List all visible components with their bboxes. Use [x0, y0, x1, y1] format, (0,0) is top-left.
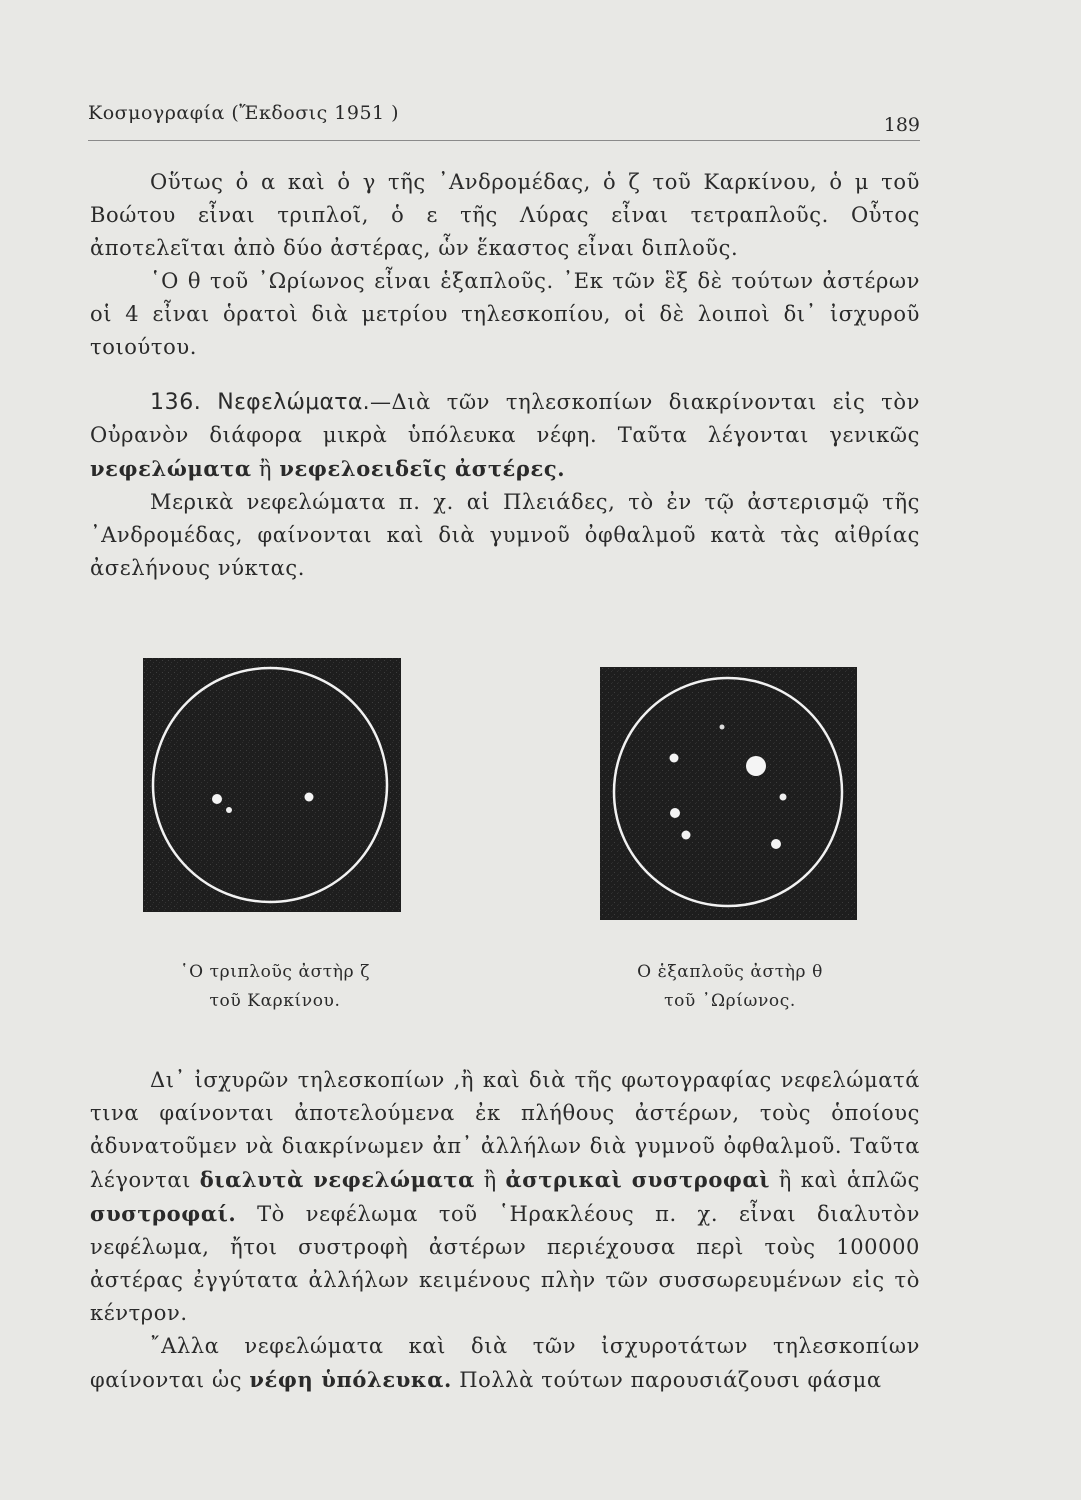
star-c — [305, 793, 314, 802]
star-b — [226, 807, 232, 813]
running-title: Κοσμογραφία (Ἔκδοσις 1951 ) — [88, 102, 400, 124]
paragraph-other-nebulae: ῎Αλλα νεφελώματα καὶ διὰ τῶν ἰσχυροτάτων τηλεσκοπίων φαίνονται ὡς νέφη ὑπόλευκα. Πολλὰ τούτων παρουσιάζουσι φάσμα — [90, 1334, 920, 1392]
term-nebulous-stars: νεφελοειδεῖς ἀστέρες. — [279, 456, 566, 481]
star-1 — [746, 756, 766, 776]
term-star-clusters: ἀστρικαὶ συστροφαὶ — [505, 1167, 771, 1192]
body-text-top — [90, 166, 920, 585]
page-number: 189 — [883, 114, 920, 136]
star-7 — [771, 839, 781, 849]
telescope-view-zeta — [143, 658, 401, 912]
term-whitish-clouds: νέφη ὑπόλευκα. — [249, 1367, 452, 1392]
section-text: —Διὰ τῶν τηλεσκοπίων διακρίνονται εἰς τὸν Οὐρανὸν διάφορα μικρὰ ὑπόλευκα νέφη. Ταῦτα λέγονται γενικῶς — [90, 390, 920, 447]
section-number: 136. — [150, 390, 202, 415]
paragraph-resolvable-nebulae: Δι᾿ ἰσχυρῶν τηλεσκοπίων ,ἢ καὶ διὰ τῆς φωτογραφίας νεφελώματά τινα φαίνονται ἀποτελούμενα ἐκ πλήθους ἀστέρων, τοὺς ὁποίους ἀδυνατοῦμεν νὰ διακρίνωμεν ἀπ᾿ ἀλλήλων διὰ γυμνοῦ ὀφθαλμοῦ. Ταῦτα λέγονται διαλυτὰ νεφελώματα ἢ ἀστρικαὶ συστροφαὶ ἢ καὶ ἁπλῶς συστροφαί. Τὸ νεφέλωμα τοῦ ῾Ηρακλέους π. χ. εἶναι διαλυτὸν νεφέλωμα, ἤτοι συστροφὴ ἀστέρων περιέχουσα περὶ τοὺς 100000 ἀστέρας ἐγγύτατα ἀλλήλων κειμένους πλὴν τῶν συσσωρευμένων εἰς τὸ κέντρον. — [90, 1068, 920, 1325]
term-nebulae: νεφελώματα — [90, 456, 252, 481]
term-resolvable-nebulae: διαλυτὰ νεφελώματα — [199, 1167, 475, 1192]
figure-zeta-cancri — [143, 658, 401, 912]
caption-theta-orionis: Ο ἑξαπλοῦς ἀστὴρ θ τοῦ ᾿Ωρίωνος. — [637, 962, 823, 1011]
paragraph-double-stars: Οὕτως ὁ α καὶ ὁ γ τῆς ᾿Ανδρομέδας, ὁ ζ τοῦ Καρκίνου, ὁ μ τοῦ Βοώτου εἶναι τριπλοῖ, ὁ ε τῆς Λύρας εἶναι τετραπλοῦς. Οὗτος ἀποτελεῖται ἀπὸ δύο ἀστέρας, ὧν ἕκαστος εἶναι διπλοῦς. — [90, 170, 920, 260]
telescope-view-theta — [600, 667, 857, 920]
section-136 — [90, 386, 920, 486]
star-4 — [780, 794, 787, 801]
star-6 — [682, 831, 691, 840]
star-a — [212, 794, 222, 804]
star-5 — [670, 808, 680, 818]
star-3 — [720, 725, 725, 730]
paragraph-orion-theta: ῾Ο θ τοῦ ᾿Ωρίωνος εἶναι ἑξαπλοῦς. ᾿Εκ τῶν ἓξ δὲ τούτων ἀστέρων οἱ 4 εἶναι ὁρατοὶ διὰ μετρίου τηλεσκοπίου, οἱ δὲ λοιποὶ δι᾿ ἰσχυροῦ τοιούτου. — [90, 269, 920, 359]
body-text-bottom — [90, 1064, 920, 1397]
figure-theta-orionis — [600, 667, 857, 920]
paragraph-pleiades: Μερικὰ νεφελώματα π. χ. αἱ Πλειάδες, τὸ ἐν τῷ ἀστερισμῷ τῆς ᾿Ανδρομέδας, φαίνονται καὶ διὰ γυμνοῦ ὀφθαλμοῦ κατὰ τὰς αἰθρίας ἀσελήνους νύκτας. — [90, 490, 920, 580]
caption-zeta-cancri: ῾Ο τριπλοῦς ἀστὴρ ζ τοῦ Καρκίνου. — [179, 962, 371, 1011]
section-text-or: ἢ — [251, 457, 280, 481]
star-2 — [670, 754, 679, 763]
section-title: Νεφελώματα. — [217, 390, 370, 415]
term-clusters: συστροφαί. — [90, 1201, 237, 1226]
page-header — [88, 100, 920, 141]
